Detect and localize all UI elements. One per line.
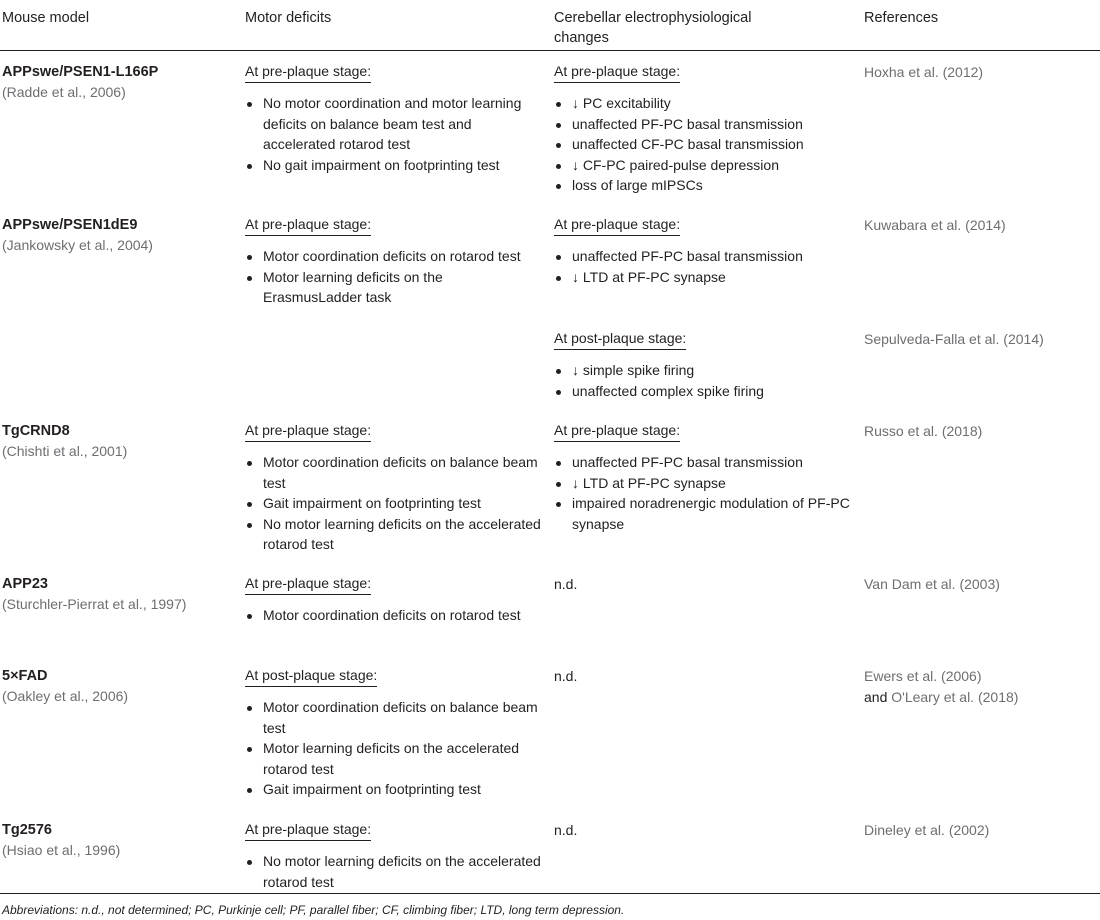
- header-motor-deficits: Motor deficits: [245, 10, 332, 26]
- motor-deficit-list: [245, 851, 545, 892]
- electro-change-list: [554, 360, 859, 401]
- motor-deficit-list: [245, 697, 545, 800]
- motor-deficits-cell: [245, 820, 545, 892]
- reference-link[interactable]: Kuwabara et al. (2014): [864, 217, 1006, 233]
- stage-label: At pre-plaque stage:: [554, 215, 680, 236]
- list-item: Motor coordination deficits on rotarod test: [245, 605, 545, 626]
- motor-deficits-cell: [245, 574, 545, 626]
- stage-label: At post-plaque stage:: [554, 329, 686, 350]
- list-item: Motor learning deficits on the accelerated rotarod test: [245, 738, 545, 779]
- list-item: No gait impairment on footprinting test: [245, 155, 545, 176]
- electro-change-list: [554, 93, 859, 196]
- header-electrophysiological-changes: Cerebellar electrophysiological changes: [554, 10, 752, 46]
- references-cell: [864, 329, 1100, 350]
- not-determined-value: n.d.: [554, 668, 578, 684]
- references-cell: [864, 666, 1100, 708]
- mouse-model-cell: [2, 574, 242, 614]
- list-item: unaffected PF-PC basal transmission: [554, 246, 859, 267]
- reference-link[interactable]: O'Leary et al. (2018): [891, 689, 1019, 705]
- mouse-model-cell: [2, 820, 242, 860]
- mouse-model-cell: [2, 215, 242, 255]
- motor-deficits-cell: [245, 421, 545, 555]
- electrophysiology-cell: [554, 215, 859, 287]
- electrophysiology-cell: [554, 421, 859, 534]
- list-item: Gait impairment on footprinting test: [245, 779, 545, 800]
- list-item: unaffected complex spike firing: [554, 381, 859, 402]
- motor-deficit-list: [245, 246, 545, 308]
- list-item: unaffected PF-PC basal transmission: [554, 114, 859, 135]
- list-item: loss of large mIPSCs: [554, 175, 859, 196]
- abbreviations-footnote: Abbreviations: n.d., not determined; PC, Purkinje cell; PF, parallel fiber; CF, climbing fiber; LTD, long term depression.: [2, 903, 625, 917]
- references-cell: [864, 421, 1100, 442]
- list-item: No motor learning deficits on the accelerated rotarod test: [245, 851, 545, 892]
- reference-link[interactable]: Sepulveda-Falla et al. (2014): [864, 331, 1044, 347]
- list-item: Motor coordination deficits on balance beam test: [245, 697, 545, 738]
- reference-link[interactable]: Hoxha et al. (2012): [864, 64, 984, 80]
- list-item: ↓ LTD at PF-PC synapse: [554, 473, 859, 494]
- stage-label: At pre-plaque stage:: [245, 215, 371, 236]
- model-name: APP23: [2, 576, 48, 592]
- list-item: impaired noradrenergic modulation of PF-PC synapse: [554, 493, 859, 534]
- electro-change-list: [554, 452, 859, 534]
- stage-label: At pre-plaque stage:: [554, 421, 680, 442]
- model-citation: (Chishti et al., 2001): [2, 443, 128, 459]
- references-cell: [864, 820, 1100, 841]
- stage-label: At pre-plaque stage:: [245, 421, 371, 442]
- model-name: APPswe/PSEN1-L166P: [2, 64, 159, 80]
- reference-link[interactable]: Russo et al. (2018): [864, 423, 983, 439]
- not-determined-value: n.d.: [554, 822, 578, 838]
- list-item: ↓ simple spike firing: [554, 360, 859, 381]
- model-citation: (Radde et al., 2006): [2, 84, 126, 100]
- list-item: ↓ CF-PC paired-pulse depression: [554, 155, 859, 176]
- model-citation: (Hsiao et al., 1996): [2, 842, 121, 858]
- model-name: 5×FAD: [2, 668, 48, 684]
- electrophysiology-cell: [554, 666, 859, 686]
- references-cell: [864, 62, 1100, 83]
- model-citation: (Jankowsky et al., 2004): [2, 237, 153, 253]
- reference-line-2: [864, 687, 1100, 708]
- stage-label: At post-plaque stage:: [245, 666, 377, 687]
- reference-link[interactable]: Ewers et al. (2006): [864, 668, 982, 684]
- model-citation: (Sturchler-Pierrat et al., 1997): [2, 596, 187, 612]
- list-item: No motor learning deficits on the accelerated rotarod test: [245, 514, 545, 555]
- motor-deficits-cell: [245, 215, 545, 308]
- motor-deficit-list: [245, 605, 545, 626]
- mouse-model-cell: [2, 421, 242, 461]
- stage-label: At pre-plaque stage:: [245, 574, 371, 595]
- motor-deficit-list: [245, 93, 545, 175]
- model-citation: (Oakley et al., 2006): [2, 688, 129, 704]
- list-item: ↓ LTD at PF-PC synapse: [554, 267, 859, 288]
- mouse-model-cell: [2, 62, 242, 102]
- list-item: unaffected CF-PC basal transmission: [554, 134, 859, 155]
- electrophysiology-cell: [554, 574, 859, 594]
- references-cell: [864, 574, 1100, 595]
- stage-label: At pre-plaque stage:: [245, 62, 371, 83]
- motor-deficits-cell: [245, 62, 545, 175]
- list-item: Motor coordination deficits on rotarod test: [245, 246, 545, 267]
- electrophysiology-cell: [554, 329, 859, 401]
- header-mouse-model: Mouse model: [2, 10, 90, 26]
- footer-divider: [0, 893, 1100, 894]
- reference-joiner: and: [864, 689, 892, 705]
- header-references: References: [864, 10, 939, 26]
- stage-label: At pre-plaque stage:: [245, 820, 371, 841]
- electrophysiology-cell: [554, 62, 859, 196]
- motor-deficits-cell: [245, 666, 545, 800]
- references-cell: [864, 215, 1100, 236]
- electrophysiology-cell: [554, 820, 859, 840]
- not-determined-value: n.d.: [554, 576, 578, 592]
- list-item: Motor learning deficits on the ErasmusLadder task: [245, 267, 545, 308]
- motor-deficit-list: [245, 452, 545, 555]
- reference-link[interactable]: Dineley et al. (2002): [864, 822, 990, 838]
- reference-link[interactable]: Van Dam et al. (2003): [864, 576, 1000, 592]
- list-item: No motor coordination and motor learning deficits on balance beam test and accelerated rotarod test: [245, 93, 545, 155]
- list-item: ↓ PC excitability: [554, 93, 859, 114]
- list-item: Motor coordination deficits on balance beam test: [245, 452, 545, 493]
- stage-label: At pre-plaque stage:: [554, 62, 680, 83]
- list-item: Gait impairment on footprinting test: [245, 493, 545, 514]
- electro-change-list: [554, 246, 859, 287]
- model-name: TgCRND8: [2, 423, 70, 439]
- table-header: [0, 0, 1100, 51]
- model-name: APPswe/PSEN1dE9: [2, 217, 138, 233]
- list-item: unaffected PF-PC basal transmission: [554, 452, 859, 473]
- model-name: Tg2576: [2, 822, 52, 838]
- mouse-model-cell: [2, 666, 242, 706]
